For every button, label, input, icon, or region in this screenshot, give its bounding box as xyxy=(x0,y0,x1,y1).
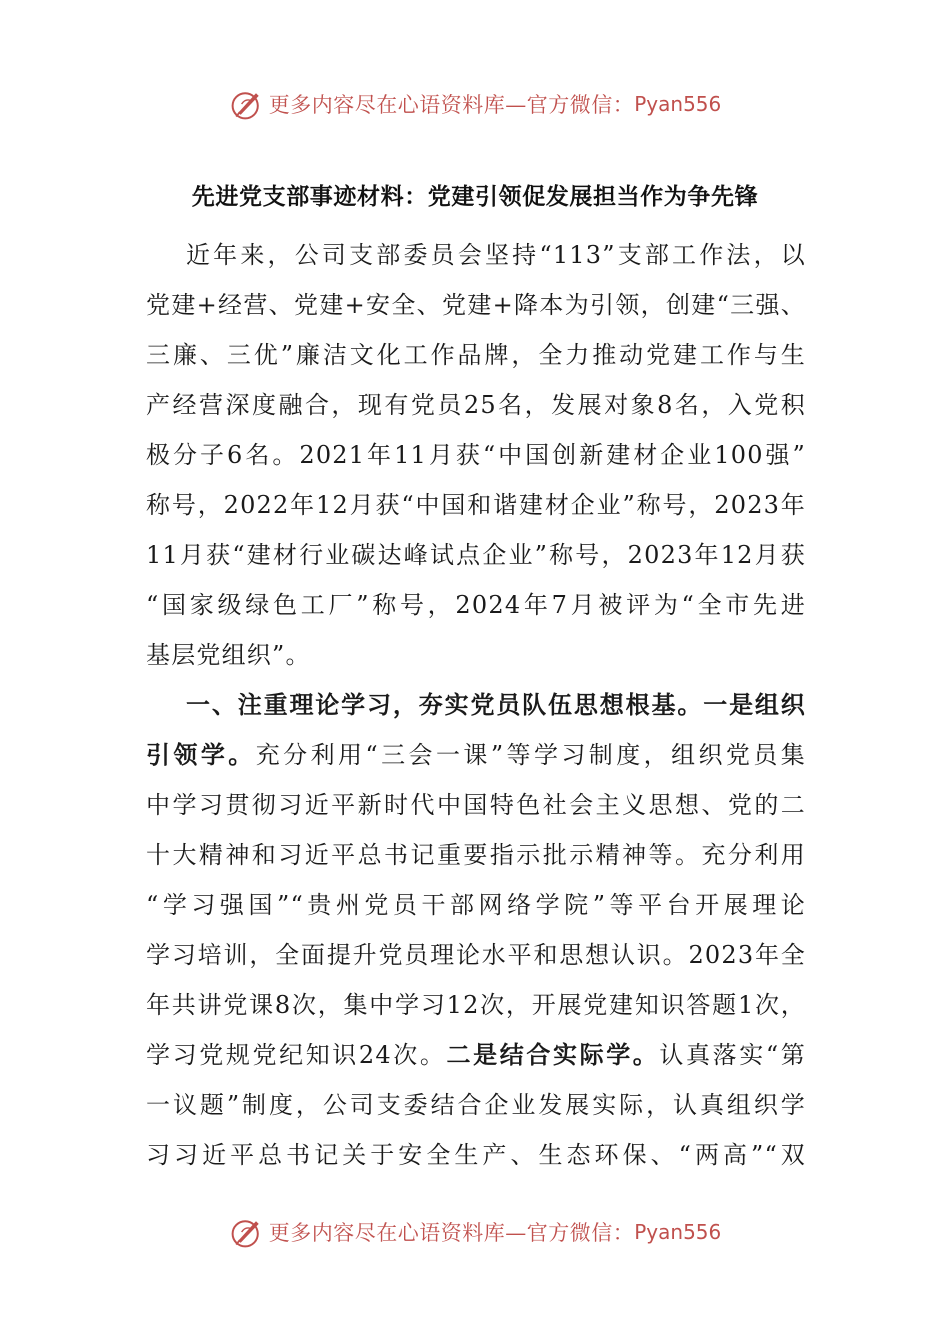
body-line: 11月获“建材行业碳达峰试点企业”称号，2023年12月获 xyxy=(146,541,806,569)
body-line: 近年来，公司支部委员会坚持“113”支部工作法，以 xyxy=(186,241,806,269)
body-line: “学习强国”“贵州党员干部网络学院”等平台开展理论 xyxy=(146,891,806,919)
watermark-banner-bottom xyxy=(0,1212,950,1252)
subheading-inline: 二是结合实际学。 xyxy=(446,1040,660,1069)
body-line: 称号，2022年12月获“中国和谐建材企业”称号，2023年 xyxy=(146,491,806,519)
watermark-text: 更多内容尽在心语资料库—官方微信： xyxy=(268,93,635,117)
watermark-wechat-id: Pyan556 xyxy=(634,92,722,116)
watermark-wechat-id: Pyan556 xyxy=(634,1220,722,1244)
body-line: 学习党规党纪知识24次。二是结合实际学。认真落实“第 xyxy=(146,1040,806,1069)
body-line: 一议题”制度，公司支委结合企业发展实际，认真组织学 xyxy=(146,1091,806,1119)
body-line: 十大精神和习近平总书记重要指示批示精神等。充分利用 xyxy=(146,841,806,869)
body-line: 三廉、三优”廉洁文化工作品牌，全力推动党建工作与生 xyxy=(146,341,806,369)
body-line: 习习近平总书记关于安全生产、生态环保、“两高”“双 xyxy=(146,1141,806,1169)
body-line: 中学习贯彻习近平新时代中国特色社会主义思想、党的二 xyxy=(146,791,806,819)
body-line: 年共讲党课8次，集中学习12次，开展党建知识答题1次， xyxy=(146,991,806,1019)
subheading-inline: 引领学。 xyxy=(146,740,256,769)
body-line: 基层党组织”。 xyxy=(146,641,311,669)
watermark-text: 更多内容尽在心语资料库—官方微信： xyxy=(268,1221,635,1245)
body-line: 产经营深度融合，现有党员25名，发展对象8名，入党积 xyxy=(146,391,806,419)
watermark-banner-top xyxy=(0,84,950,124)
quill-logo-icon xyxy=(229,1214,265,1250)
section-heading-line: 一、注重理论学习，夯实党员队伍思想根基。一是组织 xyxy=(186,690,806,719)
body-line: 党建+经营、党建+安全、党建+降本为引领，创建“三强、 xyxy=(146,291,806,319)
body-line: 学习培训，全面提升党员理论水平和思想认识。2023年全 xyxy=(146,941,806,969)
document-title: 先进党支部事迹材料：党建引领促发展担当作为争先锋 xyxy=(191,183,759,210)
body-line: 极分子6名。2021年11月获“中国创新建材企业100强” xyxy=(146,441,806,469)
document-body xyxy=(146,230,806,1180)
body-line: 引领学。充分利用“三会一课”等学习制度，组织党员集 xyxy=(146,740,806,769)
body-line: “国家级绿色工厂”称号，2024年7月被评为“全市先进 xyxy=(146,591,806,619)
quill-logo-icon xyxy=(229,86,265,122)
